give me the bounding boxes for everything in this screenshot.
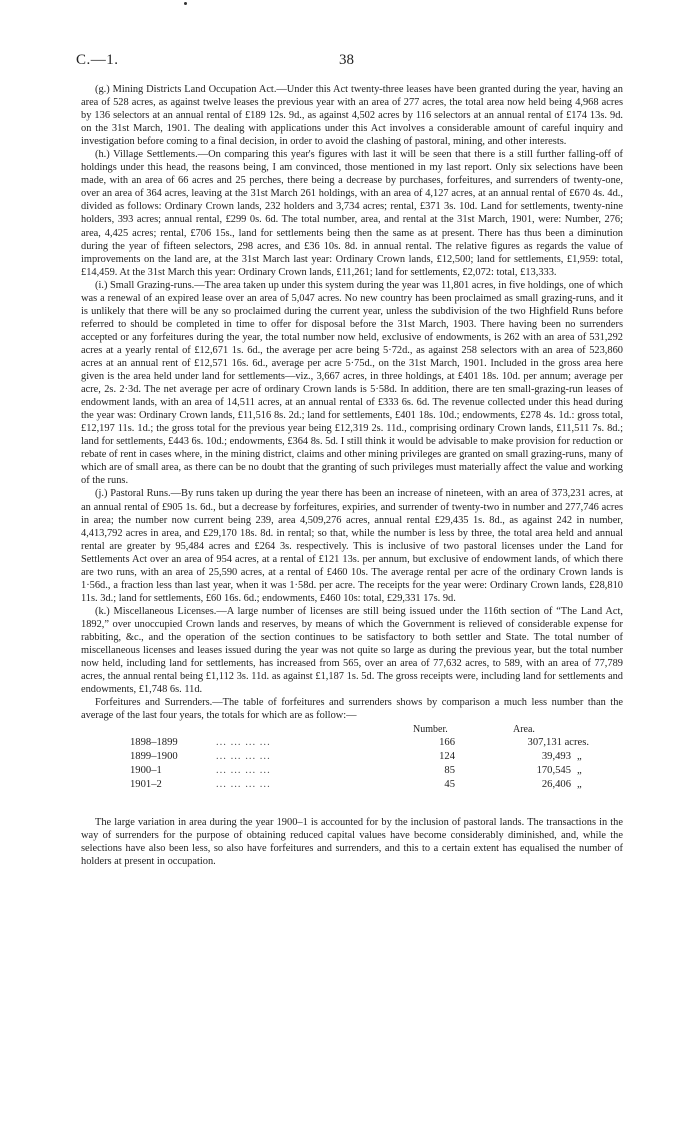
dot-leader: ... ... ... ... [216,751,271,763]
row-area: 170,545 [536,765,571,777]
paragraph-closing: The large variation in area during the year 1900–1 is accounted for by the inclusion of pastoral lands. The transactions in the way of surrenders for the purpose of obtaining reduced capital values have become considerably diminished, and, while the selections have also been less, so also have forfeitures and surrenders, and this to a certain extent has equalised the number of holders at present in occupation. [81,817,623,868]
row-number: 45 [444,779,455,791]
paragraph-mining-districts: (g.) Mining Districts Land Occupation Act.—Under this Act twenty-three leases have been granted during the year, having an area of 528 acres, as against twelve leases the previous year with an area of 277 acres, the total area now held being 4,968 acres by 136 selectors at an annual rental of £189 12s. 9d., as against 4,502 acres by 116 selectors at an annual rental of £174 13s. 9d. on the 31st March, 1901. The dealing with applications under this Act involves a considerable amount of careful inquiry and investigation before coming to a final decision, in order to avoid the clashing of pastoral, mining, and other interests. [81,84,623,148]
paragraph-forfeitures: Forfeitures and Surrenders.—The table of forfeitures and surrenders shows by comparison a much less number than the average of the last four years, the totals for which are as follow:— [81,697,623,722]
row-number: 166 [439,737,455,749]
table-row [81,736,623,750]
row-year: 1901–2 [130,779,162,791]
row-unit: „ [577,779,582,791]
dot-leader: ... ... ... ... [216,779,271,791]
forfeitures-table [81,722,623,816]
paragraph-miscellaneous-licenses: (k.) Miscellaneous Licenses.—A large number of licenses are still being issued under the 116th section of “The Land Act, 1892,” over unoccupied Crown lands and reserves, by means of which the Government is relieved of considerable expense for rabbiting, &c., and the operation of the section continues to be satisfactory to both settler and State. The total number of miscellaneous licenses and leases issued during the year was not quite so large as during the previous year, but the total number now held, including land for settlements, has increased from 565, over an area of 77,632 acres, to 589, with an area of 77,789 acres, the annual rental being £1,112 3s. 11d. as against £1,187 1s. 5d. The gross receipts were, including land for settlements and endowments, £1,748 6s. 11d. [81,605,623,696]
row-year: 1899–1900 [130,751,178,763]
table-row [81,778,623,792]
document-code: C.—1. [76,52,119,68]
row-area: 26,406 [541,779,571,791]
paragraph-village-settlements: (h.) Village Settlements.—On comparing this year's figures with last it will be seen that there is a still further falling-off of holdings under this head, the reasons being, I am convinced, those mentioned in my last report. Only six selections have been made, with an area of 66 acres and 25 perches, there being a decrease by purchases, forfeitures, and surrenders of twenty-one, over an area of 364 acres, leaving at the 31st March 261 holdings, with an area of 4,127 acres, at an annual rental of £670 4s. 4d., divided as follows: Ordinary Crown lands, 232 holders and 3,734 acres; rental, £371 3s. 10d. Land for settlements, twenty-nine holders, 393 acres; annual rental, £299 0s. 6d. The total number, area, and rental at the 31st March, 1901, were: Number, 276; area, 4,425 acres; rental, £706 15s., land for settlements being then the same as at present. There has thus been a diminution during the year of fifteen selectors, 298 acres, and £36 10s. 8d. in annual rental. The relative figures as regards the value of improvements on the land are, at the 31st March last year: Ordinary Crown lands, £12,500; land for settlements, £1,959: total, £14,459. At the 31st March this year: Ordinary Crown lands, £11,261; land for settlements, £2,072: total, £13,333. [81,149,623,278]
page-mark [184,2,187,5]
column-header-number: Number. [413,724,448,736]
dot-leader: ... ... ... ... [216,737,271,749]
row-number: 124 [439,751,455,763]
paragraph-pastoral-runs: (j.) Pastoral Runs.—By runs taken up during the year there has been an increase of nineteen, with an area of 373,231 acres, at an annual rental of £905 1s. 6d., but a decrease by forfeitures, expiries, and surrender of twenty-two in number and 277,746 acres in area; the number now current being 239, area 4,509,276 acres, annual rental £29,435 1s. 8d., as against 242 in number, 4,413,792 acres in area, and £29,170 18s. 8d. in rental; so that, while the number is less by three, the total area held and annual rental are greater by 95,484 acres and £264 3s. respectively. This is inclusive of two pastoral licenses under the Land for Settlements Act over an area of 954 acres, at a rental of £121 13s. per annum, but exclusive of endowment lands, of which there are two runs, with an area of 25,590 acres, at a rental of £460 10s. The average rental per acre of the ordinary Crown lands is 1·56d., a fraction less than last year, when it was 1·58d. per acre. The receipts for the year were: Ordinary Crown lands, £28,810 11s. 3d.; land for settlements, £60 16s. 6d.; endowments, £460 10s: total, £29,331 17s. 9d. [81,488,623,604]
body-text [81,83,623,868]
row-unit: „ [577,765,582,777]
row-area: 39,493 [541,751,571,763]
column-header-area: Area. [513,724,535,736]
page-number: 38 [339,52,354,68]
row-number: 85 [444,765,455,777]
row-year: 1898–1899 [130,737,178,749]
row-year: 1900–1 [130,765,162,777]
dot-leader: ... ... ... ... [216,765,271,777]
row-unit: „ [577,751,582,763]
paragraph-small-grazing-runs: (i.) Small Grazing-runs.—The area taken up under this system during the year was 11,801 acres, in five holdings, one of which was a renewal of an expired lease over an area of 5,047 acres. No new country has been proclaimed as small grazing-runs, and it is unlikely that there will be any so proclaimed during the current year, unless the subdivision of the two Highfield Runs before referred to should be completed in time to offer for disposal before the 31st March, 1903. There having been no surrenders accepted or any forfeitures during the year, the total number now held, exclusive of endowments, is 262 with an area of 531,292 acres at a yearly rental of £12,671 1s. 6d., the average per acre being 5·72d., as against 258 selectors with an area of 523,860 acres at an annual rent of £12,571 16s. 6d., average per acre 5·75d., on the 31st March, 1901. Included in the gross area here given is the area held under land for settlements—viz., 3,667 acres, in three holdings, at £401 18s. 10d. per annum; average per acre, 2s. 2·3d. The net average per acre of ordinary Crown lands is 5·58d. In addition, there are ten small-grazing-run leases of endowment lands, with an area of 14,511 acres, at an annual rental of £333 6s. 6d. The revenue collected under this head during the year was: Ordinary Crown lands, £11,516 8s. 2d.; land for settlements, £401 18s. 10d.; endowments, £278 4s. 1d.: gross total, £12,197 11s. 1d.; the gross total for the previous year being £12,319 2s. 11d., comprising ordinary Crown lands, £11,511 7s. 8d.; land for settlements, £443 6s. 10d.; endowments, £364 8s. 5d. I still think it would be advisable to make provision for reduction or rebate of rent in cases where, in the mining district, claims and other mining privileges are granted on small grazing-runs, many of which are of small area, as there can be no doubt that the granting of such privileges must materially affect the value and working of the runs. [81,279,623,487]
table-row [81,764,623,778]
row-area: 307,131 acres. [527,737,589,749]
table-row [81,750,623,764]
